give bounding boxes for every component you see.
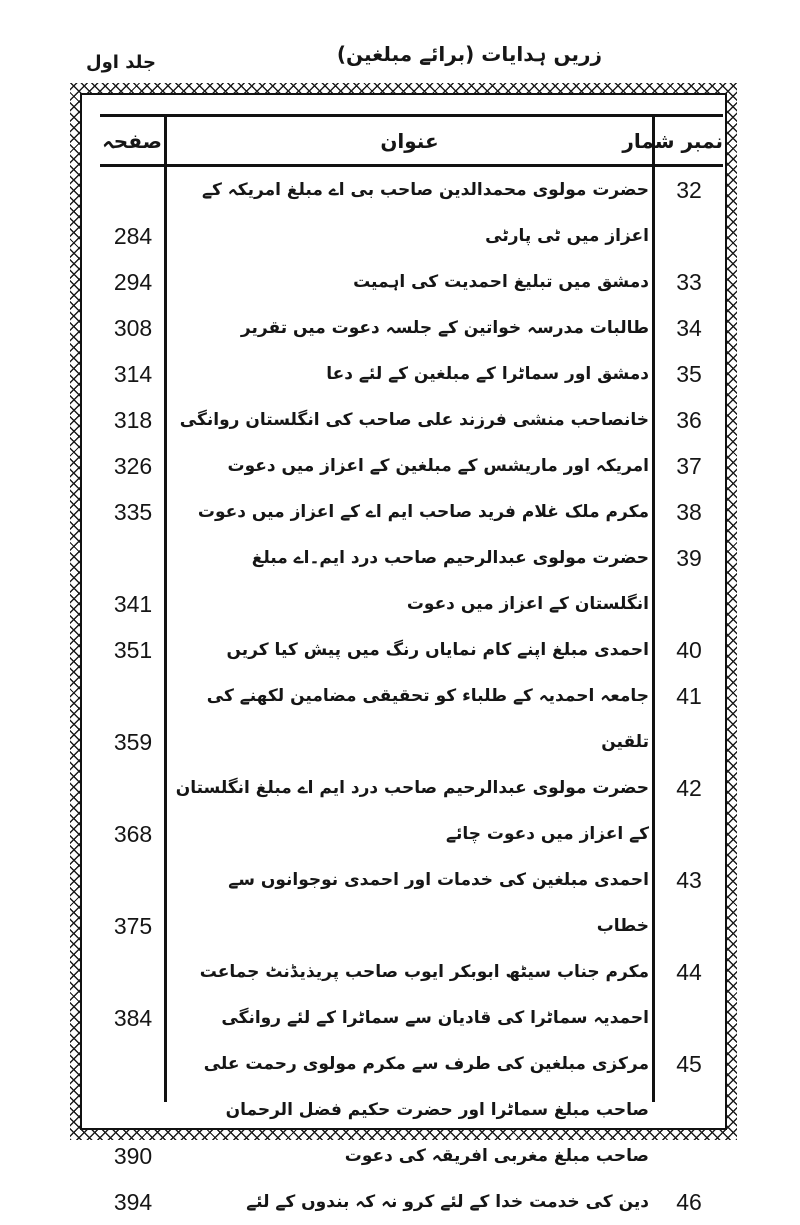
column-header-serial: نمبر شمار xyxy=(622,129,723,153)
toc-row xyxy=(100,259,723,305)
title-cell: احمدی مبلغین کی خدمات اور احمدی نوجوانوں سے خطاب xyxy=(228,870,649,936)
serial-cell: 38 xyxy=(676,499,702,525)
toc-row xyxy=(100,489,723,535)
decorative-chain-border xyxy=(70,83,737,1215)
title-cell: دین کی خدمت خدا کے لئے کرو نہ کہ بندوں کے لئے xyxy=(246,1192,649,1212)
title-cell: خانصاحب منشی فرزند علی صاحب کی انگلستان روانگی xyxy=(179,410,649,430)
title-cell: احمدی مبلغ اپنے کام نمایاں رنگ میں پیش کیا کریں xyxy=(226,640,649,660)
serial-cell: 36 xyxy=(676,407,702,433)
toc-row xyxy=(100,351,723,397)
toc-row xyxy=(100,397,723,443)
toc-row xyxy=(100,949,723,1041)
page-cell: 294 xyxy=(113,269,153,295)
title-cell: طالبات مدرسہ خواتین کے جلسہ دعوت میں تقریر xyxy=(240,318,649,338)
title-cell: امریکہ اور ماریشس کے مبلغین کے اعزاز میں دعوت xyxy=(227,456,649,476)
serial-cell: 43 xyxy=(676,867,702,893)
page-cell: 351 xyxy=(113,637,153,663)
toc-row xyxy=(100,167,723,259)
book-title: زریں ہدایات (برائے مبلغین) xyxy=(336,42,602,66)
page-cell: 394 xyxy=(113,1189,153,1215)
toc-row xyxy=(100,1041,723,1179)
serial-cell: 41 xyxy=(676,683,702,709)
title-cell: دمشق اور سماٹرا کے مبلغین کے لئے دعا xyxy=(326,364,649,384)
title-cell: حضرت مولوی محمدالدین صاحب بی اے مبلغ امریکہ کے اعزاز میں ٹی پارٹی xyxy=(202,180,649,246)
title-cell: مکرم جناب سیٹھ ابوبکر ایوب صاحب پریذیڈنٹ جماعت احمدیہ سماٹرا کی قادیان سے سماٹرا کے لئے روانگی xyxy=(199,962,649,1028)
toc-row xyxy=(100,535,723,627)
page-cell: 341 xyxy=(113,591,153,617)
serial-cell: 39 xyxy=(676,545,702,571)
toc-row xyxy=(100,1179,723,1225)
page-cell: 314 xyxy=(113,361,153,387)
toc-row xyxy=(100,857,723,949)
serial-cell: 34 xyxy=(676,315,702,341)
title-cell: مکرم ملک غلام فرید صاحب ایم اے کے اعزاز میں دعوت xyxy=(197,502,649,522)
column-header-page: صفحہ xyxy=(102,129,162,153)
serial-cell: 45 xyxy=(676,1051,702,1077)
toc-row xyxy=(100,673,723,765)
title-cell: حضرت مولوی عبدالرحیم صاحب درد ایم اے مبلغ انگلستان کے اعزاز میں دعوت چائے xyxy=(175,778,649,844)
title-cell: حضرت مولوی عبدالرحیم صاحب درد ایم۔اے مبلغ انگلستان کے اعزاز میں دعوت xyxy=(251,548,649,614)
column-header-title: عنوان xyxy=(380,129,439,153)
page-cell: 368 xyxy=(113,821,153,847)
page-cell: 359 xyxy=(113,729,153,755)
toc-row xyxy=(100,765,723,857)
serial-cell: 32 xyxy=(676,177,702,203)
table-header-top-rule xyxy=(100,114,723,117)
toc-row xyxy=(100,305,723,351)
page-cell: 375 xyxy=(113,913,153,939)
title-cell: مرکزی مبلغین کی طرف سے مکرم مولوی رحمت علی صاحب مبلغ سماٹرا اور حضرت حکیم فضل الرحمان صاحب مبلغ مغربی افریقہ کی دعوت xyxy=(203,1054,649,1166)
toc-rows xyxy=(100,167,723,1225)
serial-cell: 35 xyxy=(676,361,702,387)
serial-cell: 33 xyxy=(676,269,702,295)
serial-cell: 44 xyxy=(676,959,702,985)
page-cell: 308 xyxy=(113,315,153,341)
title-cell: جامعہ احمدیہ کے طلباء کو تحقیقی مضامین لکھنے کی تلقین xyxy=(206,686,649,752)
toc-row xyxy=(100,627,723,673)
serial-cell: 37 xyxy=(676,453,702,479)
serial-cell: 42 xyxy=(676,775,702,801)
page-cell: 335 xyxy=(113,499,153,525)
page-cell: 384 xyxy=(113,1005,153,1031)
page-cell: 284 xyxy=(113,223,153,249)
serial-cell: 46 xyxy=(676,1189,702,1215)
page-cell: 326 xyxy=(113,453,153,479)
serial-cell: 40 xyxy=(676,637,702,663)
page-cell: 390 xyxy=(113,1143,153,1169)
page-cell: 318 xyxy=(113,407,153,433)
volume-label: جلد اول xyxy=(86,52,156,73)
title-cell: دمشق میں تبلیغ احمدیت کی اہمیت xyxy=(353,272,649,292)
toc-row xyxy=(100,443,723,489)
